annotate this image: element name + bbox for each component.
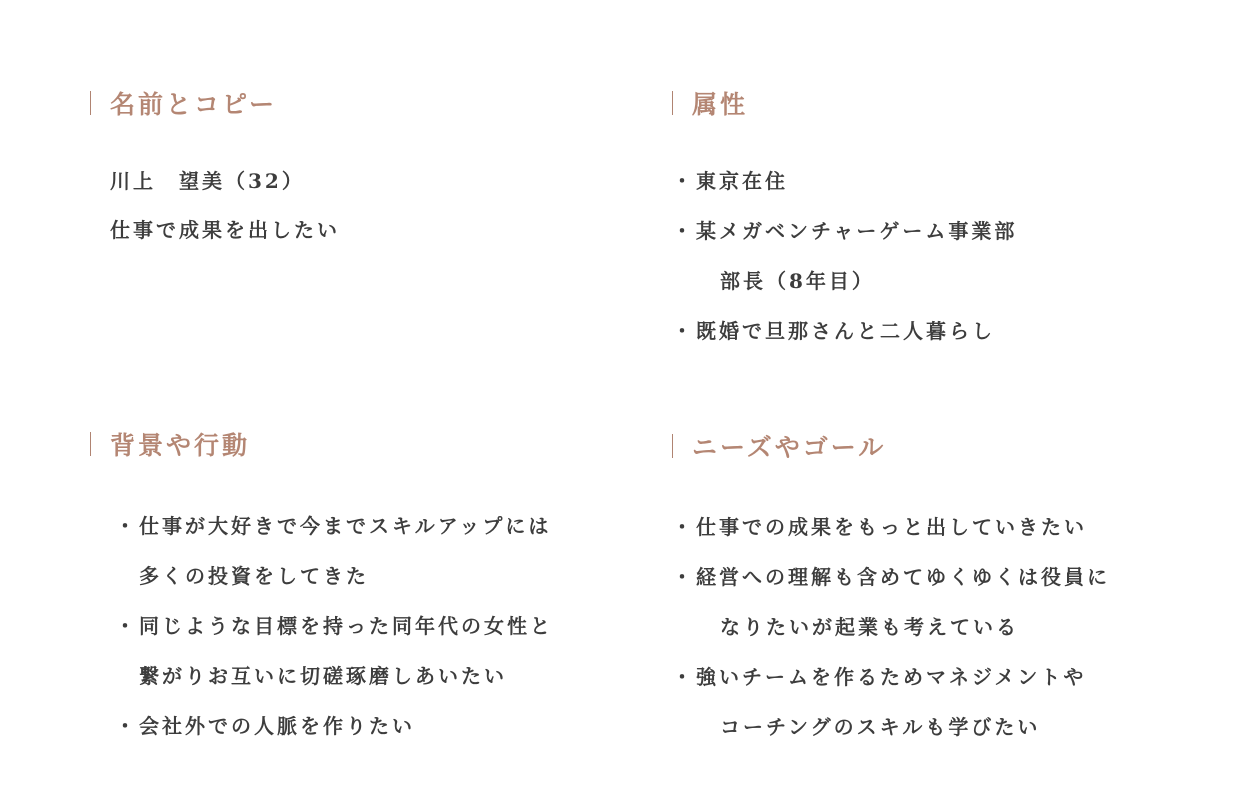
list-item-continuation: 部長（8年目） bbox=[720, 269, 875, 293]
section-title: ニーズやゴール bbox=[692, 433, 887, 462]
list-item bbox=[90, 701, 553, 751]
heading-accent-bar bbox=[90, 432, 91, 456]
section-needs-and-goals bbox=[672, 430, 1110, 752]
list-item-continuation: コーチングのスキルも学びたい bbox=[720, 715, 1041, 739]
section-title: 名前とコピー bbox=[110, 90, 278, 119]
list-item-text: 同じような目標を持った同年代の女性と bbox=[139, 614, 553, 638]
list-item-text: 経営への理解も含めてゆくゆくは役員に bbox=[696, 565, 1110, 589]
section-body bbox=[90, 157, 340, 255]
section-attributes bbox=[672, 87, 1017, 356]
list-item-text: 仕事が大好きで今までスキルアップには bbox=[139, 514, 552, 538]
list-item-continuation: 繋がりお互いに切磋琢磨しあいたい bbox=[139, 664, 507, 688]
bullet-marker: ・ bbox=[672, 515, 695, 539]
section-body bbox=[672, 156, 1017, 356]
bullet-marker: ・ bbox=[115, 514, 138, 538]
list-item bbox=[672, 206, 1017, 256]
list-item-text: 強いチームを作るためマネジメントや bbox=[696, 665, 1087, 689]
list-item-text: 既婚で旦那さんと二人暮らし bbox=[696, 319, 995, 343]
list-item-continuation: なりたいが起業も考えている bbox=[720, 615, 1019, 639]
list-item bbox=[672, 156, 1017, 206]
list-item bbox=[672, 652, 1110, 702]
list-item bbox=[90, 501, 553, 551]
bullet-marker: ・ bbox=[672, 565, 695, 589]
list-item-text: 仕事での成果をもっと出していきたい bbox=[696, 515, 1087, 539]
heading-accent-bar bbox=[90, 91, 91, 115]
bullet-marker: ・ bbox=[672, 219, 695, 243]
section-name-and-copy bbox=[90, 87, 340, 255]
section-header bbox=[90, 87, 340, 119]
section-background-and-behavior bbox=[90, 428, 553, 751]
list-item bbox=[672, 502, 1110, 552]
list-item-text: 会社外での人脈を作りたい bbox=[139, 714, 415, 738]
list-item-text: 東京在住 bbox=[696, 169, 788, 193]
list-item-text: 某メガベンチャーゲーム事業部 bbox=[696, 219, 1018, 243]
section-body bbox=[90, 501, 553, 751]
list-item-continuation: 多くの投資をしてきた bbox=[139, 564, 369, 588]
section-body bbox=[672, 502, 1110, 752]
heading-accent-bar bbox=[672, 91, 673, 115]
section-header bbox=[672, 87, 1017, 119]
section-title: 背景や行動 bbox=[110, 431, 251, 460]
section-header bbox=[90, 428, 553, 460]
list-item bbox=[672, 552, 1110, 602]
section-header bbox=[672, 430, 1110, 462]
persona-copy: 仕事で成果を出したい bbox=[110, 218, 340, 242]
bullet-marker: ・ bbox=[115, 614, 138, 638]
bullet-marker: ・ bbox=[672, 665, 695, 689]
bullet-marker: ・ bbox=[672, 319, 695, 343]
bullet-marker: ・ bbox=[115, 714, 138, 738]
heading-accent-bar bbox=[672, 434, 673, 458]
list-item bbox=[90, 601, 553, 651]
bullet-marker: ・ bbox=[672, 169, 695, 193]
list-item bbox=[672, 306, 1017, 356]
persona-name: 川上 望美（32） bbox=[110, 169, 305, 193]
section-title: 属性 bbox=[692, 90, 749, 119]
